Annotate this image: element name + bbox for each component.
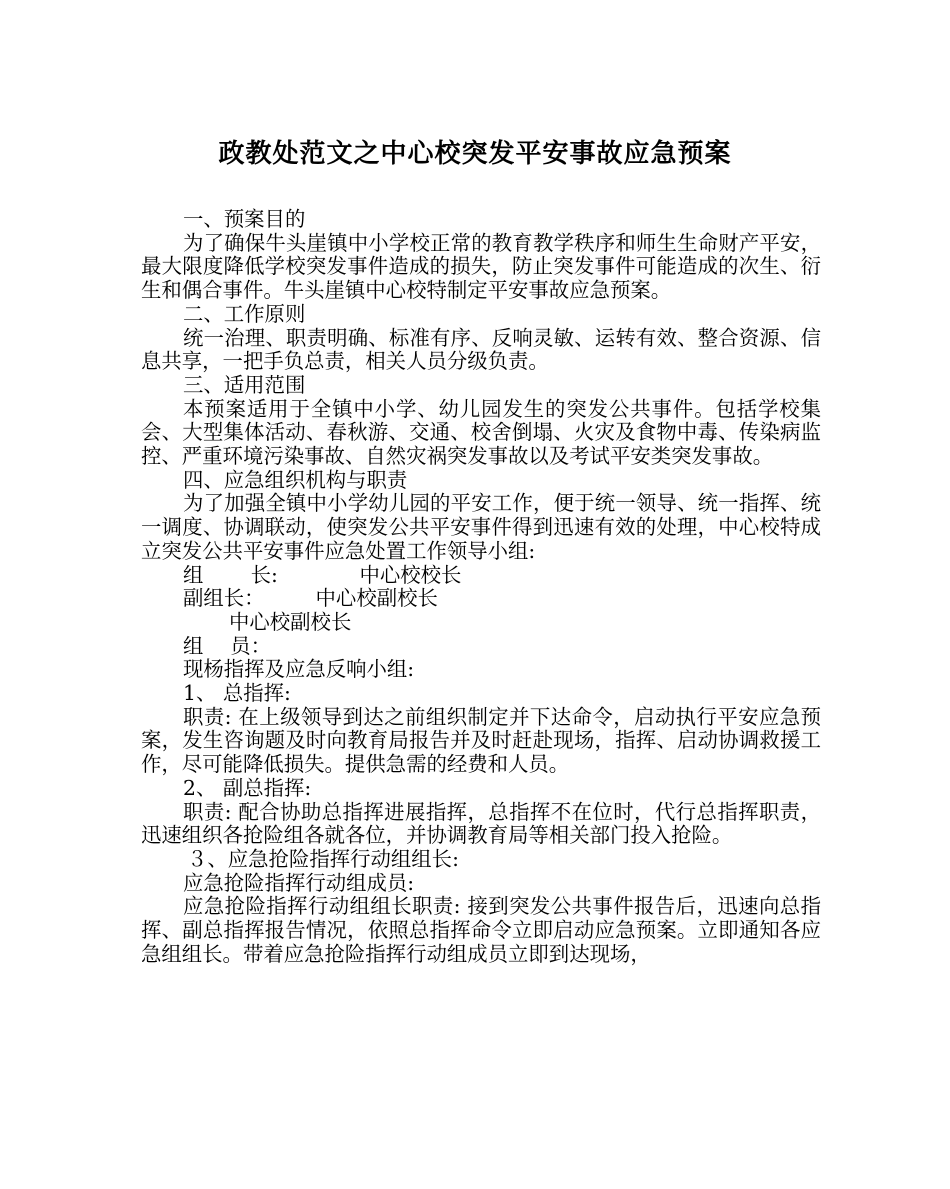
document-title: 政教处范文之中心校突发平安事故应急预案 [218, 139, 732, 169]
document-body [141, 208, 821, 967]
group-members-line: 组 员： [183, 633, 272, 658]
deputy-commander-heading: 2、 副总指挥: [183, 775, 312, 800]
deputy-commander-duties: 职责: 配合协助总指挥进展指挥，总指挥不在位时，代行总指挥职责，迅速组织各抢险组各就各位，并协调教育局等相关部门投入抢险。 [141, 799, 821, 848]
deputy-leader-line-2: 中心校副校长 [229, 609, 352, 634]
onsite-command-group-line: 现杨指挥及应急反响小组: [183, 657, 415, 682]
deputy-leader-line: 副组长： 中心校副校长 [183, 586, 438, 611]
rescue-group-leader-heading: ３、应急抢险指挥行动组组长: [187, 846, 459, 871]
paragraph-scope: 本预案适用于全镇中小学、幼儿园发生的突发公共事件。包括学校集会、大型集体活动、春秋游、交通、校舍倒塌、火灾及食物中毒、传染病监控、严重环境污染事故、自然灾祸突发事故以及考试平安类突发事故。 [141, 396, 821, 469]
rescue-group-members-line: 应急抢险指挥行动组成员: [183, 870, 415, 895]
paragraph-principles: 统一治理、职责明确、标准有序、反响灵敏、运转有效、整合资源、信息共享，一把手负总责，相关人员分级负责。 [141, 325, 821, 374]
group-leader-line: 组 长: 中心校校长 [183, 562, 462, 587]
section-heading-organization: 四、应急组织机构与职责 [183, 467, 408, 492]
rescue-group-leader-duties: 应急抢险指挥行动组组长职责: 接到突发公共事件报告后，迅速向总指挥、副总指挥报告情况，依照总指挥命令立即启动应急预案。立即通知各应急组组长。带着应急抢险指挥行动组成员立即到达现场， [141, 894, 821, 966]
chief-commander-heading: 1、 总指挥: [183, 681, 291, 706]
paragraph-purpose: 为了确保牛头崖镇中小学校正常的教育教学秩序和师生生命财产平安，最大限度降低学校突发事件造成的损失，防止突发事件可能造成的次生、衍生和偶合事件。牛头崖镇中心校特制定平安事故应急预案。 [141, 230, 821, 303]
chief-commander-duties: 职责: 在上级领导到达之前组织制定并下达命令，启动执行平安应急预案，发生咨询题及时向教育局报告并及时赶赴现场，指挥、启动协调救援工作，尽可能降低损失。提供急需的经费和人员。 [141, 704, 821, 777]
paragraph-organization: 为了加强全镇中小学幼儿园的平安工作，便于统一领导、统一指挥、统一调度、协调联动，使突发公共平安事件得到迅速有效的处理，中心校特成立突发公共平安事件应急处置工作领导小组: [141, 491, 821, 563]
section-heading-purpose: 一、预案目的 [183, 207, 306, 231]
section-heading-principles: 二、工作原则 [183, 301, 306, 326]
section-heading-scope: 三、适用范围 [183, 372, 306, 397]
